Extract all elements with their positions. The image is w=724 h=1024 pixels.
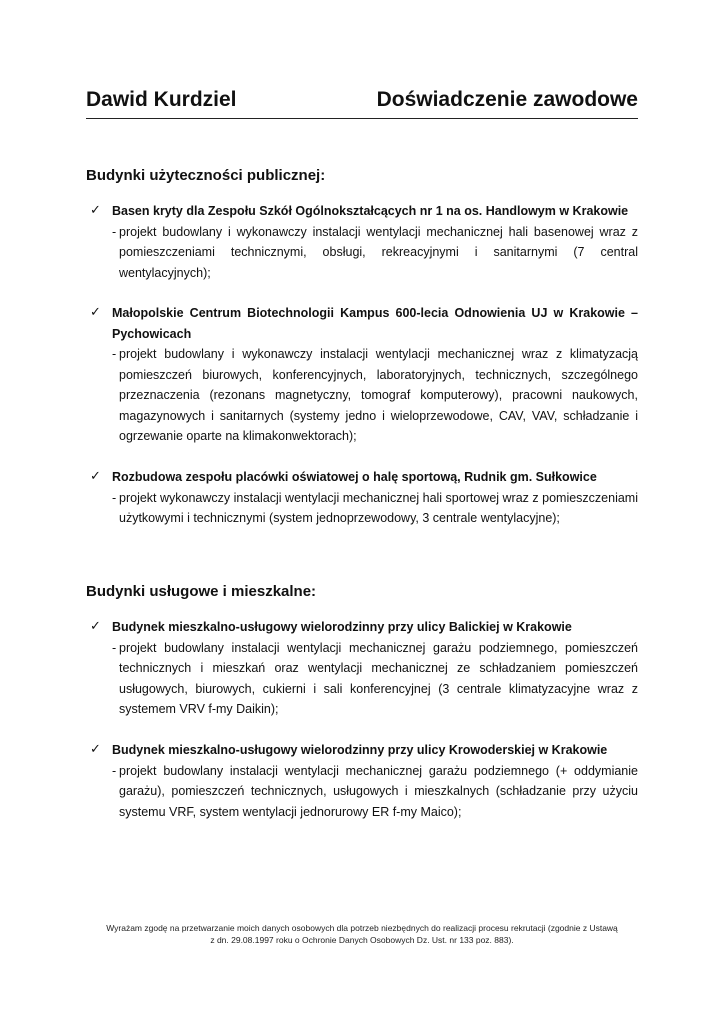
entry-title: ✓ Budynek mieszkalno-usługowy wielorodzinny przy ulicy Krowoderskiej w Krakowie bbox=[86, 740, 638, 761]
entry-mcb bbox=[86, 303, 638, 447]
checkmark-icon: ✓ bbox=[90, 203, 101, 218]
footer-line-2: z dn. 29.08.1997 roku o Ochronie Danych Osobowych Dz. Ust. nr 133 poz. 883). bbox=[210, 934, 514, 945]
entry-title: ✓ Budynek mieszkalno-usługowy wielorodzinny przy ulicy Balickiej w Krakowie bbox=[86, 617, 638, 638]
checkmark-icon: ✓ bbox=[90, 469, 101, 484]
entry-description: - projekt budowlany i wykonawczy instalacji wentylacji mechanicznej hali basenowej wraz z pomieszczeniami technicznymi, obsługi, rekreacyjnymi i sanitarnymi (7 central wentylacyjnych); bbox=[86, 222, 638, 284]
document-title: Doświadczenie zawodowe bbox=[376, 88, 638, 111]
dash-bullet: - bbox=[112, 347, 117, 361]
checkmark-icon: ✓ bbox=[90, 742, 101, 757]
gdpr-consent-footer bbox=[70, 923, 654, 946]
entry-krowoderska bbox=[86, 740, 638, 822]
author-name: Dawid Kurdziel bbox=[86, 88, 237, 111]
entry-rudnik bbox=[86, 467, 638, 529]
entry-title: ✓ Rozbudowa zespołu placówki oświatowej o halę sportową, Rudnik gm. Sułkowice bbox=[86, 467, 638, 488]
entry-description: - projekt budowlany i wykonawczy instalacji wentylacji mechanicznej wraz z klimatyzacją pomieszczeń biurowych, konferencyjnych, laboratoryjnych, technicznych, szczególnego przeznaczenia (rezonans magnetyczny, tomograf komputerowy), pracowni naukowych, magazynowych i sanitarnych (systemy jedno i wieloprzewodowe, CAV, VAV, schładzanie i ogrzewanie oparte na klimakonwektorach); bbox=[86, 344, 638, 447]
footer-line-1: Wyrażam zgodę na przetwarzanie moich danych osobowych dla potrzeb niezbędnych do realizacji procesu rekrutacji (zgodnie z Ustawą bbox=[106, 923, 618, 933]
checkmark-icon: ✓ bbox=[90, 305, 101, 320]
section-heading-service-residential: Budynki usługowe i mieszkalne: bbox=[86, 583, 317, 600]
dash-bullet: - bbox=[112, 640, 117, 655]
entry-title: ✓ Małopolskie Centrum Biotechnologii Kampus 600-lecia Odnowienia UJ w Krakowie – Pychowicach bbox=[90, 305, 638, 341]
checkmark-icon: ✓ bbox=[90, 619, 101, 634]
section-heading-public-buildings: Budynki użyteczności publicznej: bbox=[86, 167, 326, 184]
entry-title: ✓ Basen kryty dla Zespołu Szkół Ogólnokształcących nr 1 na os. Handlowym w Krakowie bbox=[86, 201, 638, 222]
dash-bullet: - bbox=[112, 490, 117, 505]
entry-description: - projekt wykonawczy instalacji wentylacji mechanicznej hali sportowej wraz z pomieszczeniami użytkowymi i technicznymi (system jednoprzewodowy, 3 centrale wentylacyjne); bbox=[86, 488, 638, 529]
entry-balicka bbox=[86, 617, 638, 720]
entry-description: - projekt budowlany instalacji wentylacji mechanicznej garażu podziemnego (+ oddymianie garażu), pomieszczeń technicznych, usługowych i mieszkalnych (schładzanie przy użyciu systemu VRF, system wentylacji jednorurowy ER f-my Maico); bbox=[86, 761, 638, 823]
entry-description: - projekt budowlany instalacji wentylacji mechanicznej garażu podziemnego, pomieszczeń technicznych i mieszkań oraz wentylacji mechanicznej ze schładzaniem pomieszczeń usługowych, biurowych, cukierni i sali konferencyjnej (3 centrale klimatyzacyjne wraz z systemem VRV f-my Daikin); bbox=[86, 638, 638, 720]
entry-basen bbox=[86, 201, 638, 283]
page-header bbox=[86, 86, 638, 119]
dash-bullet: - bbox=[112, 224, 117, 239]
dash-bullet: - bbox=[112, 763, 117, 778]
